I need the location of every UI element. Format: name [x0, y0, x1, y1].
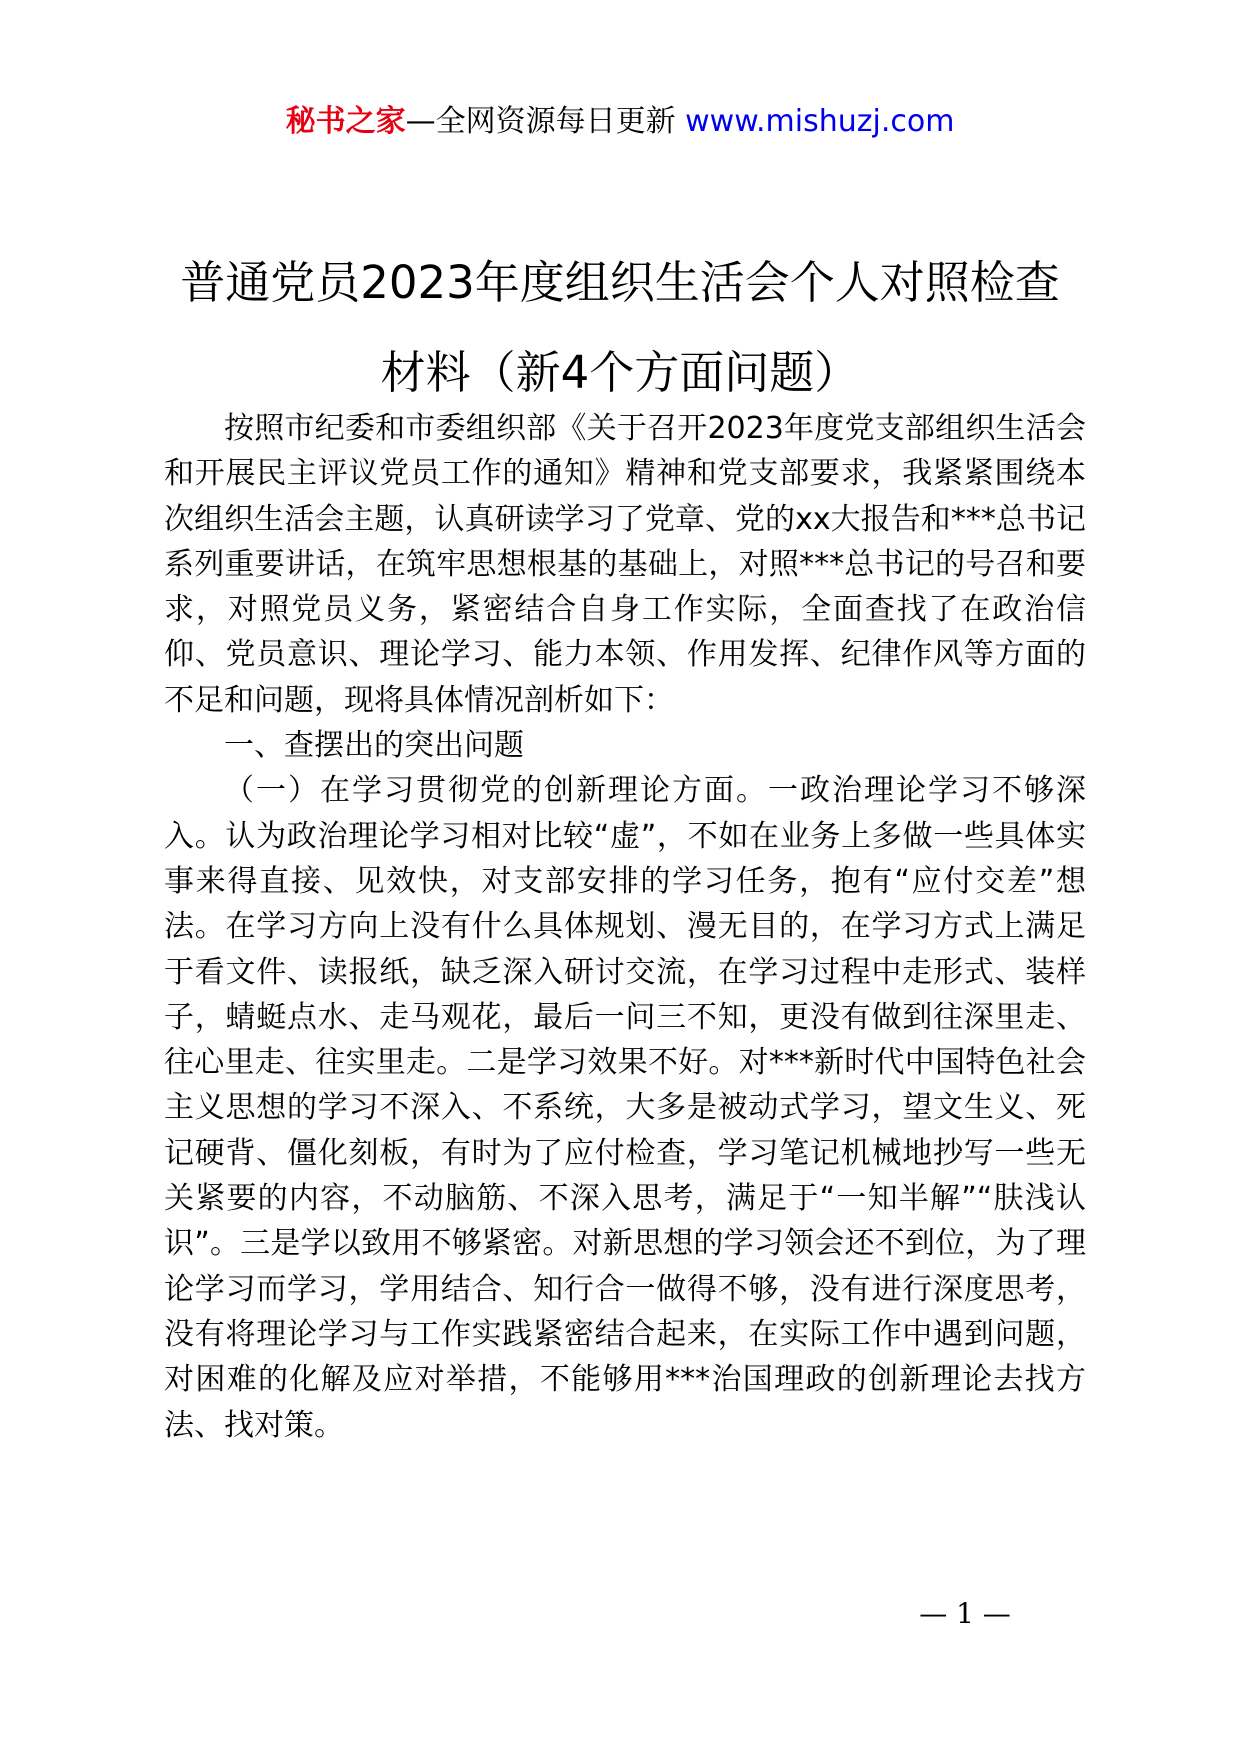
document-title: 普通党员2023年度组织生活会个人对照检查材料（新4个方面问题） — [180, 256, 1060, 399]
body-paragraph: （一）在学习贯彻党的创新理论方面。一政治理论学习不够深入。认为政治理论学习相对比较“虚”，不如在业务上多做一些具体实事来得直接、见效快，对支部安排的学习任务，抱有“应付交差”想法。在学习方向上没有什么具体规划、漫无目的，在学习方式上满足于看文件、读报纸，缺乏深入研讨交流，在学习过程中走形式、装样子，蜻蜓点水、走马观花，最后一问三不知，更没有做到往深里走、往心里走、往实里走。二是学习效果不好。对***新时代中国特色社会主义思想的学习不深入、不系统，大多是被动式学习，望文生义、死记硬背、僵化刻板，有时为了应付检查，学习笔记机械地抄写一些无关紧要的内容，不动脑筋、不深入思考，满足于“一知半解”“肤浅认识”。三是学以致用不够紧密。对新思想的学习领会还不到位，为了理论学习而学习，学用结合、知行合一做得不够，没有进行深度思考，没有将理论学习与工作实践紧密结合起来，在实际工作中遇到问题，对困难的化解及应对举措，不能够用***治国理政的创新理论去找方法、找对策。 — [164, 773, 1086, 1443]
header-slogan: —全网资源每日更新 — [405, 104, 686, 139]
page-number: — 1 — — [919, 1597, 1011, 1630]
intro-paragraph: 按照市纪委和市委组织部《关于召开2023年度党支部组织生活会和开展民主评议党员工作的通知》精神和党支部要求，我紧紧围绕本次组织生活会主题，认真研读学习了党章、党的xx大报告和***总书记系列重要讲话，在筑牢思想根基的基础上，对照***总书记的号召和要求，对照党员义务，紧密结合自身工作实际，全面查找了在政治信仰、党员意识、理论学习、能力本领、作用发挥、纪律作风等方面的不足和问题，现将具体情况剖析如下： — [164, 411, 1086, 718]
document-body — [164, 406, 1086, 1448]
section-heading: 一、查摆出的突出问题 — [224, 728, 524, 764]
site-header — [0, 100, 1240, 144]
website-link[interactable]: www.mishuzj.com — [685, 104, 955, 139]
brand-name: 秘书之家 — [285, 104, 406, 139]
